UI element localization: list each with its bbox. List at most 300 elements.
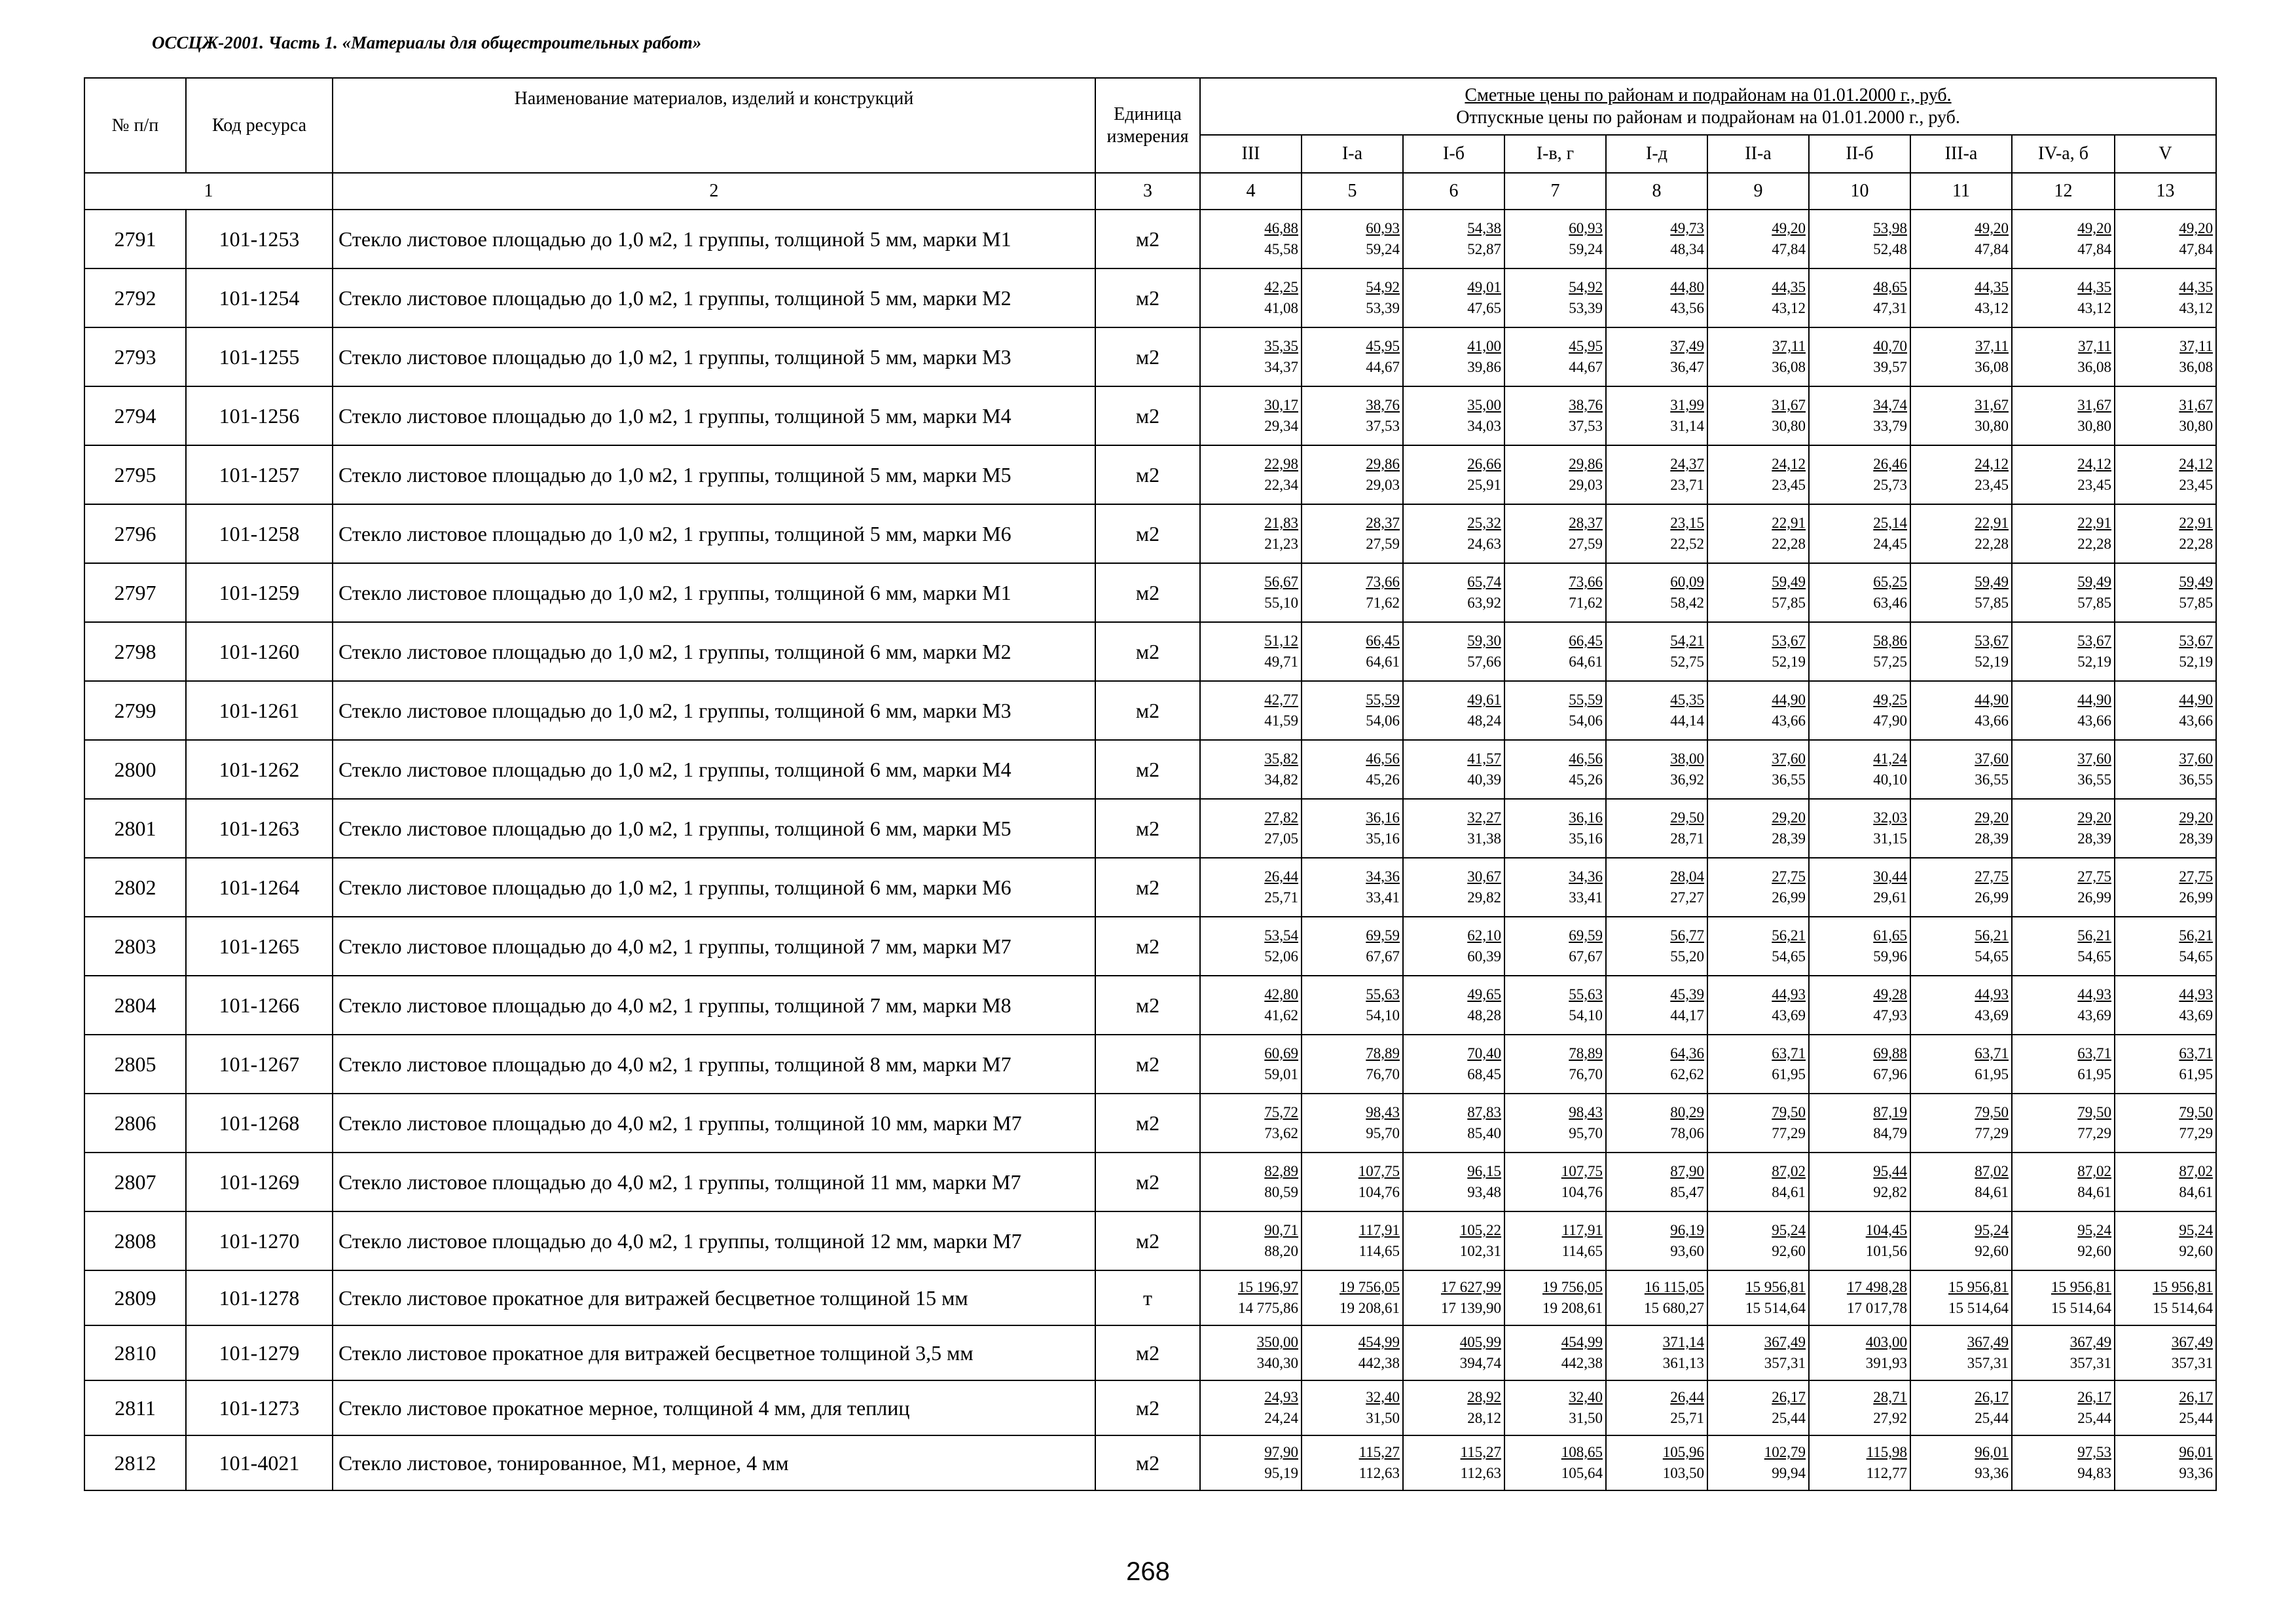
release-price: 23,45 <box>2179 477 2214 493</box>
estimate-price: 66,45 <box>1366 633 1400 649</box>
estimate-price: 22,98 <box>1264 456 1298 472</box>
row-name: Стекло листовое прокатное для витражей бесцветное толщиной 3,5 мм <box>333 1325 1095 1380</box>
row-name: Стекло листовое площадью до 1,0 м2, 1 группы, толщиной 5 мм, марки М2 <box>333 268 1095 327</box>
estimate-price: 44,90 <box>2179 692 2214 708</box>
estimate-price: 108,65 <box>1561 1444 1603 1460</box>
price-cell <box>1200 1153 1302 1211</box>
row-num: 2805 <box>84 1035 186 1094</box>
row-unit: м2 <box>1095 445 1200 504</box>
release-price: 21,23 <box>1264 536 1298 552</box>
header-name: Наименование материалов, изделий и конструкций <box>333 78 1095 173</box>
price-cell <box>1707 681 1809 740</box>
estimate-price: 29,20 <box>2077 809 2111 826</box>
price-cell <box>2012 327 2115 386</box>
estimate-price: 37,11 <box>1975 338 2009 354</box>
estimate-price: 24,93 <box>1264 1389 1298 1405</box>
release-price: 44,67 <box>1569 359 1603 375</box>
row-code: 101-1256 <box>186 386 333 445</box>
estimate-price: 38,76 <box>1366 397 1400 413</box>
row-code: 101-1253 <box>186 210 333 268</box>
estimate-price: 32,40 <box>1569 1389 1603 1405</box>
price-cell <box>2115 1325 2216 1380</box>
price-cell <box>1504 740 1606 799</box>
price-cell <box>1606 268 1707 327</box>
release-price: 59,24 <box>1366 241 1400 257</box>
release-price: 40,39 <box>1467 771 1501 788</box>
estimate-price: 54,92 <box>1569 279 1603 295</box>
estimate-price: 45,95 <box>1569 338 1603 354</box>
row-name: Стекло листовое площадью до 1,0 м2, 1 группы, толщиной 6 мм, марки М6 <box>333 858 1095 917</box>
release-price: 23,45 <box>1772 477 1806 493</box>
price-cell <box>1809 386 1910 445</box>
table-row <box>84 976 2216 1035</box>
release-price: 47,90 <box>1873 712 1907 729</box>
table-row <box>84 622 2216 681</box>
estimate-price: 87,83 <box>1467 1104 1501 1120</box>
estimate-price: 65,25 <box>1873 574 1907 590</box>
estimate-price: 97,53 <box>2077 1444 2111 1460</box>
release-price: 55,10 <box>1264 595 1298 611</box>
price-cell <box>2012 504 2115 563</box>
column-number: 3 <box>1095 173 1200 210</box>
estimate-price: 367,49 <box>1967 1334 2009 1350</box>
estimate-price: 79,50 <box>1975 1104 2009 1120</box>
row-num: 2807 <box>84 1153 186 1211</box>
estimate-price: 44,90 <box>2077 692 2111 708</box>
release-price: 93,60 <box>1670 1243 1704 1259</box>
price-cell <box>2115 268 2216 327</box>
price-cell <box>2012 1270 2115 1325</box>
release-price: 15 680,27 <box>1644 1300 1704 1316</box>
price-cell <box>1910 740 2012 799</box>
release-price: 47,93 <box>1873 1007 1907 1024</box>
release-price: 27,27 <box>1670 889 1704 906</box>
release-price: 76,70 <box>1366 1066 1400 1082</box>
row-num: 2801 <box>84 799 186 858</box>
price-cell <box>1302 858 1403 917</box>
table-row <box>84 917 2216 976</box>
price-cell <box>1707 563 1809 622</box>
estimate-price: 60,09 <box>1670 574 1704 590</box>
price-cell <box>1809 1270 1910 1325</box>
price-cell <box>2115 622 2216 681</box>
row-unit: м2 <box>1095 1153 1200 1211</box>
release-price: 54,65 <box>1975 948 2009 965</box>
release-price: 43,12 <box>2077 300 2111 316</box>
release-price: 43,66 <box>1975 712 2009 729</box>
price-cell <box>1910 1270 2012 1325</box>
price-cell <box>1809 1325 1910 1380</box>
price-cell <box>2115 563 2216 622</box>
release-price: 25,44 <box>1975 1410 2009 1426</box>
estimate-price: 31,67 <box>1772 397 1806 413</box>
price-cell <box>1302 681 1403 740</box>
release-price: 27,59 <box>1366 536 1400 552</box>
release-price: 54,06 <box>1366 712 1400 729</box>
release-price: 36,55 <box>1772 771 1806 788</box>
estimate-price: 30,67 <box>1467 868 1501 885</box>
table-row <box>84 740 2216 799</box>
estimate-price: 27,75 <box>2179 868 2214 885</box>
header-unit: Единица измерения <box>1095 78 1200 173</box>
price-cell <box>1200 1270 1302 1325</box>
release-price: 17 017,78 <box>1847 1300 1907 1316</box>
release-price: 43,69 <box>2077 1007 2111 1024</box>
estimate-price: 59,49 <box>1772 574 1806 590</box>
price-cell <box>1707 1325 1809 1380</box>
estimate-price: 19 756,05 <box>1339 1279 1400 1295</box>
release-price: 43,66 <box>1772 712 1806 729</box>
price-cell <box>2115 976 2216 1035</box>
row-unit: м2 <box>1095 1325 1200 1380</box>
estimate-price: 63,71 <box>1772 1045 1806 1061</box>
release-price: 54,06 <box>1569 712 1603 729</box>
price-cell <box>2012 1094 2115 1153</box>
release-price: 27,05 <box>1264 830 1298 847</box>
price-cell <box>2115 327 2216 386</box>
price-cell <box>1910 1153 2012 1211</box>
release-price: 23,71 <box>1670 477 1704 493</box>
release-price: 36,08 <box>2077 359 2111 375</box>
row-num: 2795 <box>84 445 186 504</box>
price-cell <box>1809 681 1910 740</box>
estimate-price: 371,14 <box>1662 1334 1704 1350</box>
release-price: 39,57 <box>1873 359 1907 375</box>
price-cell <box>1809 1094 1910 1153</box>
row-name: Стекло листовое площадью до 1,0 м2, 1 группы, толщиной 6 мм, марки М4 <box>333 740 1095 799</box>
release-price: 39,86 <box>1467 359 1501 375</box>
release-price: 25,71 <box>1670 1410 1704 1426</box>
price-cell <box>1200 210 1302 268</box>
estimate-price: 56,21 <box>2179 927 2214 944</box>
release-price: 54,65 <box>2179 948 2214 965</box>
price-cell <box>1302 740 1403 799</box>
estimate-price: 79,50 <box>2179 1104 2214 1120</box>
estimate-price: 36,16 <box>1366 809 1400 826</box>
price-cell <box>1707 917 1809 976</box>
price-cell <box>1606 740 1707 799</box>
price-cell <box>1403 1153 1504 1211</box>
row-unit: м2 <box>1095 386 1200 445</box>
release-price: 48,24 <box>1467 712 1501 729</box>
release-price: 33,41 <box>1569 889 1603 906</box>
price-cell <box>1504 1035 1606 1094</box>
price-cell <box>1302 917 1403 976</box>
estimate-price: 22,91 <box>2179 515 2214 531</box>
price-cell <box>1809 504 1910 563</box>
release-price: 30,80 <box>2077 418 2111 434</box>
release-price: 34,03 <box>1467 418 1501 434</box>
row-code: 101-1262 <box>186 740 333 799</box>
price-cell <box>1403 681 1504 740</box>
estimate-price: 53,98 <box>1873 220 1907 236</box>
price-cell <box>1504 1435 1606 1490</box>
price-cell <box>2115 1270 2216 1325</box>
release-price: 34,82 <box>1264 771 1298 788</box>
release-price: 61,95 <box>2179 1066 2214 1082</box>
price-cell <box>1606 1035 1707 1094</box>
estimate-price: 31,67 <box>2179 397 2214 413</box>
row-num: 2808 <box>84 1211 186 1270</box>
release-price: 59,01 <box>1264 1066 1298 1082</box>
price-cell <box>1200 681 1302 740</box>
estimate-price: 42,80 <box>1264 986 1298 1003</box>
release-price: 112,77 <box>1866 1465 1907 1481</box>
price-cell <box>2115 917 2216 976</box>
price-cell <box>1504 445 1606 504</box>
release-price: 94,83 <box>2077 1465 2111 1481</box>
price-cell <box>1707 1035 1809 1094</box>
row-num: 2803 <box>84 917 186 976</box>
estimate-price: 37,49 <box>1670 338 1704 354</box>
estimate-price: 49,01 <box>1467 279 1501 295</box>
table-row <box>84 1094 2216 1153</box>
row-code: 101-4021 <box>186 1435 333 1490</box>
estimate-price: 48,65 <box>1873 279 1907 295</box>
column-number: 5 <box>1302 173 1403 210</box>
estimate-price: 73,66 <box>1569 574 1603 590</box>
price-cell <box>1403 327 1504 386</box>
release-price: 54,10 <box>1569 1007 1603 1024</box>
row-num: 2812 <box>84 1435 186 1490</box>
release-price: 22,28 <box>2179 536 2214 552</box>
row-name: Стекло листовое площадью до 4,0 м2, 1 группы, толщиной 7 мм, марки М8 <box>333 976 1095 1035</box>
release-price: 26,99 <box>2179 889 2214 906</box>
price-cell <box>2012 268 2115 327</box>
estimate-price: 26,44 <box>1264 868 1298 885</box>
price-cell <box>1504 327 1606 386</box>
price-cell <box>1200 799 1302 858</box>
release-price: 22,52 <box>1670 536 1704 552</box>
release-price: 77,29 <box>1975 1125 2009 1141</box>
estimate-price: 29,20 <box>2179 809 2214 826</box>
release-price: 36,08 <box>1772 359 1806 375</box>
release-price: 52,48 <box>1873 241 1907 257</box>
release-price: 25,44 <box>2179 1410 2214 1426</box>
row-num: 2797 <box>84 563 186 622</box>
release-price: 22,28 <box>2077 536 2111 552</box>
release-price: 36,55 <box>2179 771 2214 788</box>
price-cell <box>1606 1153 1707 1211</box>
table-row <box>84 268 2216 327</box>
estimate-price: 63,71 <box>1975 1045 2009 1061</box>
release-price: 357,31 <box>1764 1355 1806 1371</box>
price-cell <box>1910 799 2012 858</box>
estimate-price: 32,27 <box>1467 809 1501 826</box>
row-name: Стекло листовое площадью до 1,0 м2, 1 группы, толщиной 5 мм, марки М1 <box>333 210 1095 268</box>
price-cell <box>1707 210 1809 268</box>
row-num: 2806 <box>84 1094 186 1153</box>
estimate-price: 44,35 <box>1772 279 1806 295</box>
row-unit: м2 <box>1095 740 1200 799</box>
estimate-price: 104,45 <box>1865 1222 1907 1238</box>
release-price: 361,13 <box>1662 1355 1704 1371</box>
estimate-price: 44,90 <box>1772 692 1806 708</box>
estimate-price: 28,92 <box>1467 1389 1501 1405</box>
estimate-price: 15 196,97 <box>1238 1279 1298 1295</box>
release-price: 59,96 <box>1873 948 1907 965</box>
estimate-price: 53,67 <box>2179 633 2214 649</box>
estimate-price: 53,54 <box>1264 927 1298 944</box>
release-price: 59,24 <box>1569 241 1603 257</box>
release-price: 92,60 <box>2077 1243 2111 1259</box>
column-number: 8 <box>1606 173 1707 210</box>
row-unit: м2 <box>1095 1035 1200 1094</box>
price-cell <box>1707 1380 1809 1435</box>
estimate-price: 37,60 <box>2077 750 2111 767</box>
release-price: 63,92 <box>1467 595 1501 611</box>
price-cell <box>1200 1380 1302 1435</box>
release-price: 31,50 <box>1569 1410 1603 1426</box>
row-unit: м2 <box>1095 563 1200 622</box>
release-price: 71,62 <box>1366 595 1400 611</box>
row-name: Стекло листовое площадью до 4,0 м2, 1 группы, толщиной 12 мм, марки М7 <box>333 1211 1095 1270</box>
release-price: 47,31 <box>1873 300 1907 316</box>
price-cell <box>1606 386 1707 445</box>
price-cell <box>1403 1270 1504 1325</box>
price-cell <box>1504 622 1606 681</box>
estimate-price: 15 956,81 <box>2051 1279 2111 1295</box>
price-cell <box>1504 563 1606 622</box>
row-code: 101-1279 <box>186 1325 333 1380</box>
estimate-price: 25,32 <box>1467 515 1501 531</box>
release-price: 99,94 <box>1772 1465 1806 1481</box>
release-price: 357,31 <box>2171 1355 2214 1371</box>
release-price: 357,31 <box>2069 1355 2111 1371</box>
estimate-price: 66,45 <box>1569 633 1603 649</box>
price-cell <box>1504 1211 1606 1270</box>
row-num: 2792 <box>84 268 186 327</box>
release-price: 26,99 <box>1975 889 2009 906</box>
release-price: 47,84 <box>2179 241 2214 257</box>
price-cell <box>1910 976 2012 1035</box>
estimate-price: 63,71 <box>2077 1045 2111 1061</box>
estimate-price: 42,25 <box>1264 279 1298 295</box>
price-cell <box>2115 445 2216 504</box>
price-cell <box>2115 1153 2216 1211</box>
release-price: 77,29 <box>2179 1125 2214 1141</box>
price-cell <box>1302 445 1403 504</box>
release-price: 22,28 <box>1975 536 2009 552</box>
price-cell <box>1302 799 1403 858</box>
estimate-price: 27,75 <box>2077 868 2111 885</box>
release-price: 48,34 <box>1670 241 1704 257</box>
price-cell <box>1606 504 1707 563</box>
release-price: 23,45 <box>2077 477 2111 493</box>
estimate-price: 367,49 <box>2171 1334 2214 1350</box>
price-cell <box>2115 386 2216 445</box>
release-price: 43,66 <box>2077 712 2111 729</box>
row-num: 2800 <box>84 740 186 799</box>
estimate-price: 70,40 <box>1467 1045 1501 1061</box>
page-number: 268 <box>1126 1557 1170 1586</box>
estimate-price: 69,59 <box>1366 927 1400 944</box>
price-cell <box>1504 1153 1606 1211</box>
row-unit: м2 <box>1095 622 1200 681</box>
estimate-price: 55,59 <box>1366 692 1400 708</box>
estimate-price: 26,17 <box>2179 1389 2214 1405</box>
release-price: 41,62 <box>1264 1007 1298 1024</box>
price-cell <box>1809 268 1910 327</box>
estimate-price: 49,20 <box>1975 220 2009 236</box>
release-price: 442,38 <box>1561 1355 1603 1371</box>
price-cell <box>2012 858 2115 917</box>
table-row <box>84 327 2216 386</box>
estimate-price: 49,20 <box>1772 220 1806 236</box>
release-price: 77,29 <box>2077 1125 2111 1141</box>
estimate-price: 56,21 <box>2077 927 2111 944</box>
row-unit: м2 <box>1095 681 1200 740</box>
header-region: IV-а, б <box>2012 135 2115 173</box>
release-price: 114,65 <box>1561 1243 1603 1259</box>
estimate-price: 29,50 <box>1670 809 1704 826</box>
header-region: III-а <box>1910 135 2012 173</box>
estimate-price: 19 756,05 <box>1542 1279 1603 1295</box>
estimate-price: 59,30 <box>1467 633 1501 649</box>
estimate-price: 49,73 <box>1670 220 1704 236</box>
column-number: 9 <box>1707 173 1809 210</box>
release-price: 27,59 <box>1569 536 1603 552</box>
price-cell <box>1910 1035 2012 1094</box>
release-price: 114,65 <box>1358 1243 1400 1259</box>
estimate-price: 46,56 <box>1569 750 1603 767</box>
estimate-price: 26,17 <box>2077 1389 2111 1405</box>
release-price: 52,19 <box>1772 654 1806 670</box>
price-cell <box>1606 917 1707 976</box>
estimate-price: 26,17 <box>1772 1389 1806 1405</box>
estimate-price: 17 627,99 <box>1441 1279 1501 1295</box>
release-price: 52,06 <box>1264 948 1298 965</box>
estimate-price: 34,74 <box>1873 397 1907 413</box>
estimate-price: 115,27 <box>1358 1444 1400 1460</box>
price-cell <box>1606 799 1707 858</box>
price-cell <box>1809 917 1910 976</box>
row-code: 101-1261 <box>186 681 333 740</box>
row-code: 101-1255 <box>186 327 333 386</box>
row-num: 2791 <box>84 210 186 268</box>
row-unit: м2 <box>1095 210 1200 268</box>
release-price: 37,53 <box>1366 418 1400 434</box>
price-cell <box>1707 386 1809 445</box>
price-cell <box>1403 858 1504 917</box>
table-row <box>84 210 2216 268</box>
estimate-price: 117,91 <box>1561 1222 1603 1238</box>
release-price: 47,84 <box>1975 241 2009 257</box>
row-code: 101-1264 <box>186 858 333 917</box>
price-cell <box>1403 1325 1504 1380</box>
estimate-price: 15 956,81 <box>1948 1279 2009 1295</box>
price-cell <box>1504 1380 1606 1435</box>
estimate-price: 44,93 <box>2179 986 2214 1003</box>
release-price: 47,84 <box>2077 241 2111 257</box>
row-code: 101-1266 <box>186 976 333 1035</box>
row-num: 2799 <box>84 681 186 740</box>
estimate-price: 53,67 <box>2077 633 2111 649</box>
estimate-price: 37,11 <box>2078 338 2111 354</box>
release-price: 29,03 <box>1569 477 1603 493</box>
row-code: 101-1273 <box>186 1380 333 1435</box>
estimate-price: 24,37 <box>1670 456 1704 472</box>
estimate-price: 35,82 <box>1264 750 1298 767</box>
row-unit: м2 <box>1095 976 1200 1035</box>
row-num: 2796 <box>84 504 186 563</box>
estimate-price: 32,40 <box>1366 1389 1400 1405</box>
price-cell <box>1707 1153 1809 1211</box>
header-prices-bottom: Отпускные цены по районам и подрайонам на 01.01.2000 г., руб. <box>1456 107 1960 128</box>
price-cell <box>1403 445 1504 504</box>
price-cell <box>1707 1435 1809 1490</box>
estimate-price: 60,93 <box>1366 220 1400 236</box>
